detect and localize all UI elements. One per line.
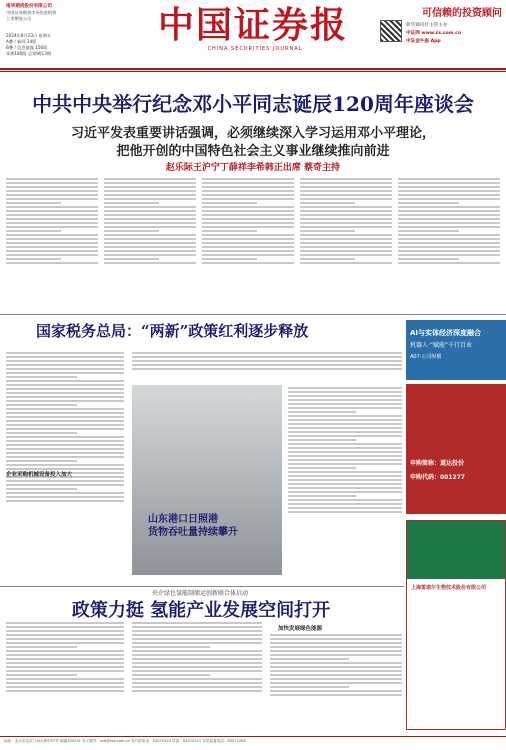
text-line [202,182,294,184]
text-line [300,190,392,192]
text-line [300,206,392,208]
text-line [270,634,402,636]
slogan: 可信赖的投资顾问 [422,8,502,19]
text-line [6,622,124,624]
text-line [300,214,392,216]
text-line [300,178,392,180]
text-line [132,368,402,370]
text-line [6,440,124,442]
text-line [6,364,124,366]
text-line [6,356,124,358]
text-line [6,222,98,224]
policy-body-column [132,620,262,732]
text-line [6,186,98,188]
text-line [398,190,500,192]
text-line [202,178,294,180]
text-line [398,238,500,240]
text-line [398,254,500,256]
text-line [104,186,196,188]
text-line [202,218,294,220]
text-line [300,218,392,220]
text-line [398,182,500,184]
newspaper-logo-english: CHINA SECURITIES JOURNAL [207,46,303,52]
masthead [0,0,506,72]
text-line [270,682,402,684]
newspaper-logo: 中国证券报 [157,4,348,46]
issue-line: 本期180版 总第9013期 [6,51,52,56]
text-line [132,630,262,632]
text-line [270,658,349,660]
text-line [300,210,392,212]
text-line [6,408,124,410]
masthead-ad [6,4,126,22]
lead-byline: 赵乐际王沪宁丁薛祥李希韩正出席 蔡奇主持 [165,163,341,173]
text-line [398,246,500,248]
text-line [300,226,392,228]
text-line [288,507,402,509]
text-line [6,484,124,486]
text-line [132,650,262,652]
text-line [6,452,124,454]
ipo-stock-name: 申购简称：道达投份 [410,460,465,467]
text-line [104,234,196,236]
text-line [6,650,124,652]
lead-deck-line-1: 习近平发表重要讲话强调，必须继续深入学习运用邓小平理论， [70,126,435,141]
text-line [6,436,124,438]
text-line [6,242,98,244]
text-line [398,186,500,188]
text-line [398,202,459,204]
text-line [202,262,294,264]
text-line [6,654,124,656]
text-line [6,178,98,180]
text-line [202,238,294,240]
text-line [288,443,402,445]
text-line [104,202,159,204]
text-line [270,674,402,676]
text-line [6,658,124,660]
text-line [6,666,124,668]
text-line [202,230,257,232]
tax-subhead: 企业采购机械设备投入加大 [6,472,73,478]
text-line [6,246,98,248]
text-line [270,650,402,652]
text-line [288,387,402,389]
text-line [398,206,500,208]
text-line [104,246,196,248]
text-line [132,352,402,354]
text-line [270,654,402,656]
text-line [6,670,124,672]
text-line [300,198,392,200]
text-line [6,416,124,418]
text-line [6,396,124,398]
text-line [288,459,402,461]
policy-subhead: 加快发展绿色能源 [278,626,323,632]
text-line [398,178,500,180]
text-line [270,638,402,640]
issue-date: 2024年8月23日 星期五 [6,33,52,38]
text-line [270,670,402,672]
text-line [202,214,294,216]
ipo-code: 申购代码：001277 [410,474,466,481]
text-line [104,206,196,208]
masthead-ad-line: 中国证券期货市场先进机构 [6,10,57,15]
text-line [132,642,262,644]
text-line [270,646,402,648]
text-line [6,250,98,252]
text-line [6,238,98,240]
text-line [6,412,124,414]
photo-caption-line-1: 山东港口日照港 [148,514,218,525]
qr-code-icon [380,20,402,42]
text-line [104,258,159,260]
text-line [6,226,98,228]
text-line [300,250,392,252]
text-line [104,254,196,256]
ad-column [406,320,506,750]
text-line [6,218,98,220]
issue-line: B叠 / 信息披露 156版 [6,45,48,50]
text-line [6,392,124,394]
issue-line: A叠 / 新闻 24版 [6,39,37,44]
text-line [270,666,402,668]
tax-headline[interactable]: 国家税务总局：“两新”政策红利逐步释放 [36,322,309,340]
text-line [6,258,61,260]
text-line [398,234,500,236]
text-line [300,242,392,244]
text-line [104,218,196,220]
text-line [104,194,196,196]
text-line [6,262,98,264]
text-line [398,198,500,200]
text-line [202,190,294,192]
masthead-right [380,4,502,44]
text-line [288,435,402,437]
text-line [288,455,402,457]
tax-body-column [132,350,402,382]
text-line [6,380,124,382]
text-line [300,238,392,240]
listing-ad[interactable] [406,520,506,730]
text-line [6,456,124,458]
text-line [270,678,402,680]
text-line [398,262,500,264]
text-line [288,467,356,469]
text-line [202,198,294,200]
lead-deck-line-2: 把他开创的中国特色社会主义事业继续推向前进 [116,144,390,159]
text-line [202,222,294,224]
text-line [6,368,124,370]
text-line [6,444,124,446]
text-line [288,451,402,453]
text-line [270,694,402,696]
text-line [6,678,124,680]
lead-body-column [202,176,294,310]
text-line [6,352,124,354]
text-line [6,496,124,498]
text-line [288,495,356,497]
text-line [300,254,392,256]
masthead-rule-thin [0,71,506,72]
section-divider [0,586,404,587]
text-line [132,634,262,636]
text-line [104,210,196,212]
text-line [6,690,124,692]
text-line [6,428,124,430]
text-line [6,182,98,184]
text-line [104,226,196,228]
text-line [270,690,402,692]
text-line [132,364,402,366]
text-line [132,638,262,640]
text-line [104,250,196,252]
text-line [202,242,294,244]
text-line [6,630,124,632]
text-line [270,662,402,664]
text-line [6,492,124,494]
text-line [6,210,98,212]
text-line [398,258,459,260]
text-line [6,372,124,374]
text-line [398,230,459,232]
text-line [398,222,500,224]
text-line [6,190,98,192]
text-line [6,626,124,628]
text-line [398,250,500,252]
text-line [202,250,294,252]
tax-body-column [288,385,402,580]
text-line [300,258,355,260]
issue-info [6,33,136,57]
text-line [288,391,402,393]
text-line [6,460,77,462]
text-line [288,475,402,477]
text-line [398,194,500,196]
text-line [6,464,124,466]
text-line [6,674,77,676]
ai-ad-title: AI与实体经济深度融合 [410,329,482,337]
text-line [288,447,402,449]
text-line [6,500,124,502]
text-line [6,432,77,434]
text-line [104,242,196,244]
text-line [6,642,124,644]
text-line [6,424,124,426]
text-line [6,234,98,236]
text-line [104,198,196,200]
text-line [132,626,262,628]
text-line [202,234,294,236]
text-line [132,356,402,358]
text-line [132,690,262,692]
text-line [132,360,402,362]
text-line [6,230,61,232]
text-line [6,202,61,204]
text-line [132,662,262,664]
text-line [202,258,257,260]
text-line [300,186,392,188]
text-line [6,448,124,450]
text-line [104,178,196,180]
text-line [104,214,196,216]
text-line [398,210,500,212]
text-line [6,384,124,386]
text-line [288,407,402,409]
text-line [132,674,210,676]
text-line [6,400,124,402]
lead-body-column [6,176,98,310]
text-line [288,403,402,405]
text-line [6,420,124,422]
text-line [132,666,262,668]
text-line [6,388,124,390]
text-line [288,491,402,493]
text-line [288,471,402,473]
text-line [288,419,402,421]
listing-ad-banner [407,521,505,579]
photo-caption-line-2: 货物吞吐量持续攀升 [148,527,238,538]
section-divider [0,314,506,315]
tax-body-column [6,350,124,580]
lead-headline[interactable]: 中共中央举行纪念邓小平同志诞辰120周年座谈会 [32,92,474,116]
text-line [288,423,402,425]
text-line [300,202,355,204]
ai-ad-subtitle: 机器人·“赋能”千行百业 [410,342,473,349]
policy-headline[interactable]: 政策力挺 氢能产业发展空间打开 [71,600,331,621]
text-line [288,483,402,485]
policy-kicker: 央企绿色氢能制储运创新联合体启动 [151,590,248,597]
text-line [398,226,500,228]
ipo-ad[interactable] [406,384,506,514]
text-line [202,226,294,228]
text-line [288,431,402,433]
masthead-ad-line: 上市期货公司 [6,16,32,21]
text-line [288,463,402,465]
text-line [132,646,210,648]
text-line [270,642,402,644]
text-line [6,480,124,482]
text-line [132,658,262,660]
text-line [6,638,124,640]
app-link[interactable]: 中证金牛座 App [406,39,441,44]
masthead-ad-title: 南华期货股份有限公司 [6,4,52,9]
text-line [300,182,392,184]
policy-body-column [270,632,402,732]
text-line [288,511,402,513]
text-line [132,670,262,672]
text-line [300,262,392,264]
text-line [6,214,98,216]
text-line [104,222,196,224]
ai-ad[interactable] [406,320,506,380]
text-line [202,254,294,256]
masthead-right-line: 新华通讯社主管主办 [406,23,448,28]
text-line [132,682,262,684]
policy-body-column [6,620,124,732]
text-line [6,376,77,378]
text-line [6,686,124,688]
text-line [104,230,159,232]
text-line [288,503,402,505]
text-line [202,194,294,196]
text-line [6,646,77,648]
text-line [6,360,124,362]
text-line [202,186,294,188]
text-line [6,206,98,208]
text-line [202,246,294,248]
text-line [6,662,124,664]
text-line [132,622,262,624]
port-photo [132,385,282,575]
text-line [300,246,392,248]
text-line [6,194,98,196]
text-line [288,479,402,481]
lead-body-column [300,176,392,310]
text-line [300,194,392,196]
text-line [398,214,500,216]
text-line [132,654,262,656]
text-line [104,182,196,184]
text-line [6,634,124,636]
text-line [300,230,355,232]
text-line [288,499,402,501]
text-line [132,686,262,688]
ai-ad-page: A07·公司纵横 [410,354,442,360]
text-line [104,238,196,240]
text-line [6,254,98,256]
lead-body-column [398,176,500,310]
text-line [288,415,402,417]
photo-caption [148,513,238,539]
text-line [398,218,500,220]
text-line [288,399,402,401]
website-link[interactable]: 中证网 www.cs.com.cn [406,31,462,36]
text-line [398,242,500,244]
listing-ad-title: 上海雷诺尔生物技术股份有限公司 [411,585,487,591]
footer: 地址：北京市宣武门西大街甲97号 邮编100031 电子邮件：zzb@zzb.com.cn 发行部电话：63070324 传真：63070321 本报监督电话：63072288 [0,736,506,750]
text-line [104,262,196,264]
text-line [6,404,77,406]
lead-body-column [104,176,196,310]
text-line [300,234,392,236]
text-line [202,202,257,204]
text-line [300,222,392,224]
text-line [132,678,262,680]
text-line [6,488,77,490]
text-line [288,395,402,397]
text-line [202,210,294,212]
text-line [288,427,402,429]
text-line [202,206,294,208]
text-line [6,198,98,200]
text-line [288,411,356,413]
text-line [6,682,124,684]
text-line [288,487,402,489]
text-line [288,439,356,441]
text-line [270,686,349,688]
text-line [104,190,196,192]
masthead-rule [0,68,506,70]
